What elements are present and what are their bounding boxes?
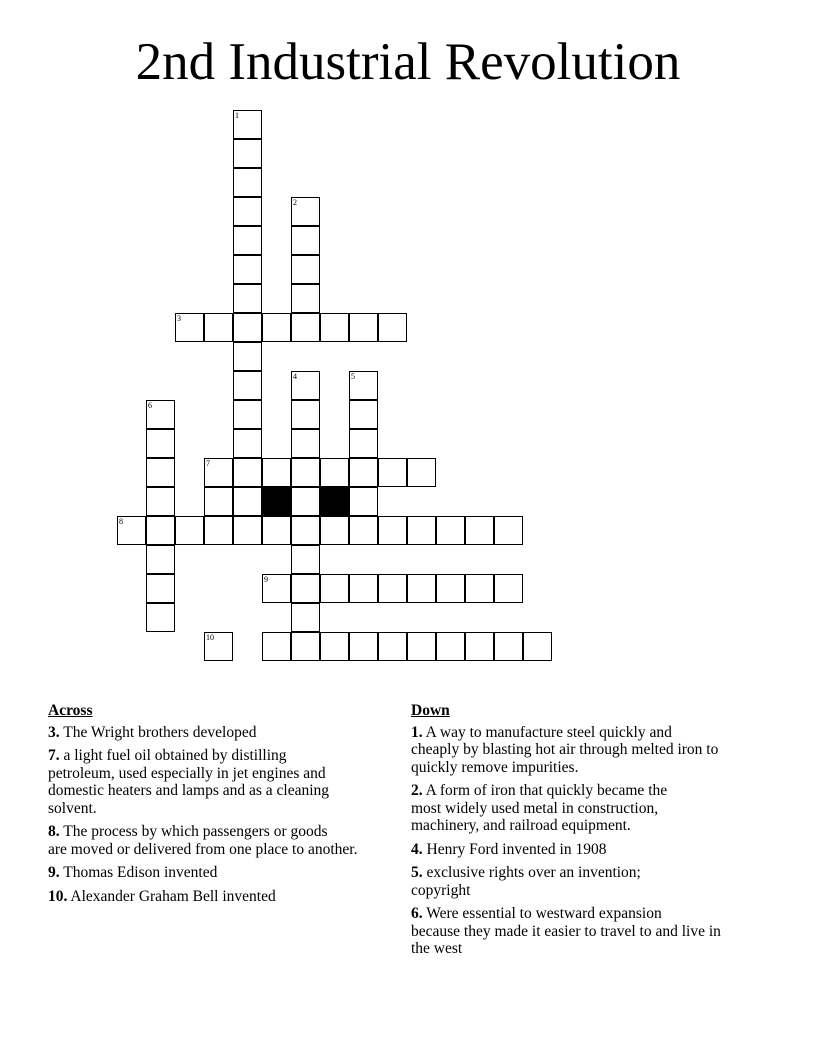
clue-number-label: 4 [293, 372, 297, 381]
across-clues [48, 702, 408, 911]
crossword-cell[interactable] [378, 313, 407, 342]
crossword-black-cell [320, 487, 349, 516]
crossword-cell[interactable] [233, 458, 262, 487]
crossword-cell[interactable] [465, 516, 494, 545]
crossword-cell[interactable] [233, 255, 262, 284]
crossword-cell[interactable] [291, 487, 320, 516]
crossword-cell[interactable] [291, 226, 320, 255]
crossword-cell[interactable] [204, 516, 233, 545]
crossword-cell[interactable] [233, 168, 262, 197]
crossword-cell[interactable] [407, 516, 436, 545]
clue-text: Were essential to westward expansion because they made it easier to travel to and live in the west [411, 905, 721, 957]
clue-down-5 [411, 864, 781, 899]
clue-number: 1. [411, 723, 423, 741]
clue-text: The Wright brothers developed [63, 723, 257, 741]
clue-text: The process by which passengers or goods are moved or delivered from one place to another. [48, 823, 358, 858]
crossword-cell[interactable] [320, 313, 349, 342]
clue-text: a light fuel oil obtained by distilling petroleum, used especially in jet engines and domestic heaters and lamps and as a cleaning solvent. [48, 747, 330, 817]
clue-number-label: 10 [206, 633, 214, 642]
crossword-cell[interactable] [291, 516, 320, 545]
clue-down-2 [411, 782, 781, 835]
crossword-cell[interactable] [233, 400, 262, 429]
crossword-cell[interactable] [233, 110, 262, 139]
crossword-cell[interactable] [262, 458, 291, 487]
crossword-cell[interactable] [204, 632, 233, 661]
down-heading: Down [411, 702, 450, 719]
crossword-cell[interactable] [175, 313, 204, 342]
crossword-cell[interactable] [233, 284, 262, 313]
crossword-cell[interactable] [465, 574, 494, 603]
clue-number-label: 3 [177, 314, 181, 323]
crossword-cell[interactable] [233, 226, 262, 255]
crossword-cell[interactable] [291, 458, 320, 487]
crossword-cell[interactable] [291, 197, 320, 226]
clue-number-label: 7 [206, 459, 210, 468]
crossword-cell[interactable] [117, 516, 146, 545]
crossword-cell[interactable] [407, 632, 436, 661]
crossword-cell[interactable] [436, 516, 465, 545]
crossword-cell[interactable] [204, 458, 233, 487]
crossword-cell[interactable] [349, 313, 378, 342]
clue-across-7 [48, 747, 408, 817]
clue-across-8 [48, 823, 408, 858]
page-title: 2nd Industrial Revolution [135, 33, 681, 91]
clue-text: A form of iron that quickly became the most widely used metal in construction, machinery, and railroad equipment. [411, 782, 668, 834]
down-clues [411, 702, 781, 964]
crossword-cell[interactable] [349, 516, 378, 545]
clue-number-label: 6 [148, 401, 152, 410]
crossword-cell[interactable] [291, 603, 320, 632]
clue-number-label: 1 [235, 111, 239, 120]
clue-number: 2. [411, 782, 423, 799]
clue-number-label: 9 [264, 575, 268, 584]
crossword-cell[interactable] [262, 632, 291, 661]
crossword-cell[interactable] [146, 603, 175, 632]
crossword-cell[interactable] [494, 632, 523, 661]
crossword-cell[interactable] [291, 632, 320, 661]
crossword-cell[interactable] [291, 255, 320, 284]
crossword-cell[interactable] [204, 313, 233, 342]
clue-text: Thomas Edison invented [63, 864, 218, 881]
clue-across-10 [48, 888, 408, 906]
clue-number: 5. [411, 864, 423, 881]
crossword-cell[interactable] [436, 574, 465, 603]
clue-text: Alexander Graham Bell invented [70, 887, 276, 905]
crossword-cell[interactable] [407, 574, 436, 603]
crossword-cell[interactable] [291, 313, 320, 342]
clue-number: 9. [48, 864, 60, 881]
crossword-cell[interactable] [320, 458, 349, 487]
crossword-cell[interactable] [291, 574, 320, 603]
crossword-cell[interactable] [494, 516, 523, 545]
crossword-cell[interactable] [378, 632, 407, 661]
crossword-cell[interactable] [523, 632, 552, 661]
crossword-cell[interactable] [233, 342, 262, 371]
clue-number-label: 2 [293, 198, 297, 207]
crossword-cell[interactable] [262, 516, 291, 545]
clue-down-4 [411, 841, 781, 859]
clue-number: 7. [48, 747, 60, 764]
crossword-cell[interactable] [436, 632, 465, 661]
clue-number-label: 5 [351, 372, 355, 381]
clue-text: Henry Ford invented in 1908 [426, 840, 607, 858]
clue-text: exclusive rights over an invention; copyright [411, 864, 641, 899]
crossword-cell[interactable] [320, 574, 349, 603]
crossword-cell[interactable] [233, 516, 262, 545]
crossword-cell[interactable] [146, 429, 175, 458]
crossword-cell[interactable] [146, 574, 175, 603]
crossword-cell[interactable] [349, 400, 378, 429]
clue-number: 3. [48, 723, 60, 741]
crossword-cell[interactable] [291, 545, 320, 574]
crossword-cell[interactable] [291, 371, 320, 400]
crossword-cell[interactable] [291, 400, 320, 429]
crossword-cell[interactable] [465, 632, 494, 661]
crossword-cell[interactable] [349, 371, 378, 400]
crossword-cell[interactable] [378, 458, 407, 487]
crossword-cell[interactable] [407, 458, 436, 487]
crossword-cell[interactable] [378, 574, 407, 603]
clue-number-label: 8 [119, 517, 123, 526]
crossword-cell[interactable] [349, 574, 378, 603]
clue-number: 4. [411, 840, 423, 858]
crossword-cell[interactable] [262, 313, 291, 342]
crossword-cell[interactable] [349, 429, 378, 458]
crossword-cell[interactable] [175, 516, 204, 545]
clue-number: 8. [48, 823, 60, 840]
crossword-cell[interactable] [349, 632, 378, 661]
crossword-cell[interactable] [291, 284, 320, 313]
crossword-cell[interactable] [233, 487, 262, 516]
crossword-cell[interactable] [262, 574, 291, 603]
clue-down-6 [411, 905, 781, 958]
across-heading: Across [48, 702, 93, 719]
crossword-cell[interactable] [204, 487, 233, 516]
crossword-cell[interactable] [233, 139, 262, 168]
crossword-black-cell [262, 487, 291, 516]
crossword-cell[interactable] [146, 545, 175, 574]
crossword-cell[interactable] [349, 458, 378, 487]
crossword-cell[interactable] [146, 400, 175, 429]
clue-number: 6. [411, 905, 423, 922]
crossword-cell[interactable] [233, 197, 262, 226]
crossword-cell[interactable] [320, 516, 349, 545]
crossword-cell[interactable] [146, 487, 175, 516]
crossword-cell[interactable] [494, 574, 523, 603]
crossword-cell[interactable] [233, 429, 262, 458]
crossword-cell[interactable] [349, 487, 378, 516]
clue-across-3 [48, 724, 408, 742]
clue-across-9 [48, 864, 408, 882]
clue-down-1 [411, 724, 781, 777]
clue-number: 10. [48, 887, 68, 905]
crossword-cell[interactable] [146, 458, 175, 487]
crossword-cell[interactable] [233, 313, 262, 342]
crossword-cell[interactable] [233, 371, 262, 400]
clue-text: A way to manufacture steel quickly and cheaply by blasting hot air through melted iron to quickly remove impurities. [411, 723, 719, 776]
crossword-cell[interactable] [146, 516, 175, 545]
crossword-cell[interactable] [291, 429, 320, 458]
crossword-cell[interactable] [320, 632, 349, 661]
crossword-cell[interactable] [378, 516, 407, 545]
